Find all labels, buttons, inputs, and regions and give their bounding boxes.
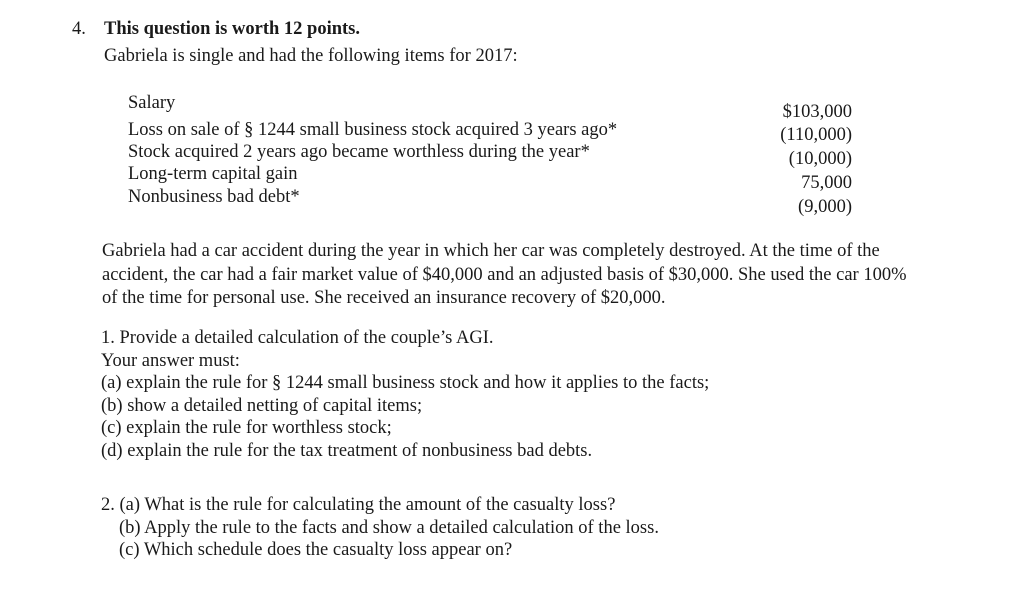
part-1 — [101, 327, 709, 462]
part-1-item-d: (d) explain the rule for the tax treatment of nonbusiness bad debts. — [101, 440, 593, 461]
paragraph-line: accident, the car had a fair market value of $40,000 and an adjusted basis of $30,000. She used the car 100% — [102, 264, 907, 285]
paragraph-line: of the time for personal use. She received an insurance recovery of $20,000. — [102, 288, 666, 308]
part-1-item-b: (b) show a detailed netting of capital items; — [101, 395, 423, 416]
item-label-salary: Salary — [128, 93, 176, 113]
item-label-1244-loss: Loss on sale of § 1244 small business stock acquired 3 years ago* — [128, 120, 618, 140]
item-label-lt-gain: Long-term capital gain — [128, 164, 298, 184]
part-2-item-c: (c) Which schedule does the casualty loss appear on? — [119, 540, 513, 560]
question-number: 4. — [72, 19, 86, 39]
item-label-worthless-stock: Stock acquired 2 years ago became worthless during the year* — [128, 142, 590, 162]
item-value-worthless-stock: (10,000) — [788, 149, 852, 169]
part-2-item-a: 2. (a) What is the rule for calculating the amount of the casualty loss? — [101, 495, 616, 515]
question-intro: Gabriela is single and had the following items for 2017: — [104, 46, 518, 66]
part-1-item-c: (c) explain the rule for worthless stock; — [101, 418, 392, 438]
part-2 — [101, 494, 659, 562]
item-label-bad-debt: Nonbusiness bad debt* — [128, 187, 300, 207]
car-accident-paragraph — [102, 240, 906, 311]
part-1-item-a: (a) explain the rule for § 1244 small business stock and how it applies to the facts; — [101, 373, 710, 393]
item-value-1244-loss: (110,000) — [780, 125, 852, 145]
part-1-title: 1. Provide a detailed calculation of the couple’s AGI. — [101, 328, 494, 348]
question-heading: This question is worth 12 points. — [104, 19, 360, 39]
part-1-must: Your answer must: — [101, 350, 240, 371]
item-value-salary: $103,000 — [782, 102, 852, 122]
item-value-bad-debt: (9,000) — [798, 197, 852, 217]
paragraph-line: Gabriela had a car accident during the year in which her car was completely destroyed. At the time of the — [102, 241, 880, 261]
part-2-item-b: (b) Apply the rule to the facts and show a detailed calculation of the loss. — [119, 517, 659, 538]
item-value-lt-gain: 75,000 — [801, 173, 852, 193]
